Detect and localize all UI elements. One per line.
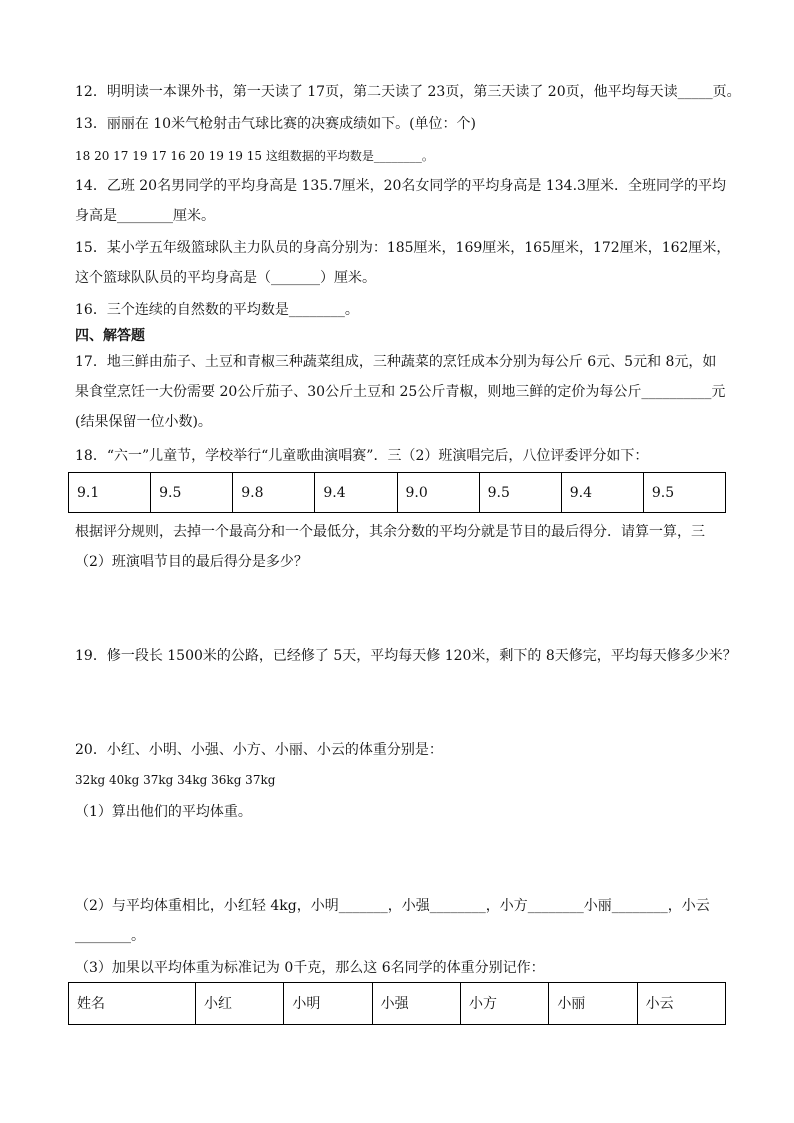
score-cell: 9.0	[397, 473, 479, 513]
section-heading: 四、解答题	[75, 328, 145, 344]
q17-line1: 17．地三鲜由茄子、土豆和青椒三种蔬菜组成，三种蔬菜的烹饪成本分别为每公斤 6元、5元和 8元，如	[75, 354, 717, 370]
q20-part2-line2: ________。	[75, 928, 145, 944]
q20-part1: （1）算出他们的平均体重。	[75, 804, 252, 820]
weight-header-row	[69, 983, 726, 1025]
weight-header-cell: 小丽	[549, 983, 637, 1025]
score-cell: 9.8	[233, 473, 315, 513]
score-cell: 9.5	[479, 473, 561, 513]
score-cell: 9.5	[643, 473, 725, 513]
q20-line1: 20．小红、小明、小强、小方、小丽、小云的体重分别是：	[75, 742, 443, 758]
weight-header-cell: 小云	[637, 983, 725, 1025]
weight-table	[68, 982, 726, 1025]
q20-part2-line1: （2）与平均体重相比，小红轻 4kg，小明_______，小强________，小方________小丽________，小云	[75, 898, 710, 914]
q14-line2: 身高是________厘米。	[75, 208, 215, 224]
q12: 12．明明读一本课外书，第一天读了 17页，第二天读了 23页，第三天读了 20页，他平均每天读_____页。	[75, 84, 741, 100]
q17-line2: 果食堂烹饪一大份需要 20公斤茄子、30公斤土豆和 25公斤青椒，则地三鲜的定价为每公斤__________元	[75, 384, 726, 400]
weight-header-cell: 小方	[460, 983, 548, 1025]
score-cell: 9.4	[561, 473, 643, 513]
score-cell: 9.4	[315, 473, 397, 513]
q14-line1: 14．乙班 20名男同学的平均身高是 135.7厘米，20名女同学的平均身高是 134.3厘米．全班同学的平均	[75, 178, 726, 194]
weight-header-cell: 小明	[284, 983, 372, 1025]
q20-part3: （3）加果以平均体重为标准记为 0千克，那么这 6名同学的体重分别记作：	[75, 960, 545, 976]
q15-line2: 这个篮球队队员的平均身高是（_______）厘米。	[75, 270, 376, 286]
score-row	[69, 473, 726, 513]
q18-line1: 18．“六一”儿童节，学校举行“儿童歌曲演唱赛”．三（2）班演唱完后，八位评委评分如下：	[75, 448, 649, 464]
q18-line3: （2）班演唱节目的最后得分是多少？	[75, 554, 308, 570]
q13-line1: 13．丽丽在 10米气枪射击气球比赛的决赛成绩如下。(单位：个)	[75, 116, 477, 132]
weight-header-cell: 小红	[196, 983, 284, 1025]
q19: 19．修一段长 1500米的公路，已经修了 5天，平均每天修 120米，剩下的 8天修完，平均每天修多少米？	[75, 648, 737, 664]
q15-line1: 15．某小学五年级篮球队主力队员的身高分别为：185厘米，169厘米，165厘米，172厘米，162厘米，	[75, 240, 731, 256]
weight-header-cell: 小强	[372, 983, 460, 1025]
weight-header-cell: 姓名	[69, 983, 196, 1025]
q18-line2: 根据评分规则，去掉一个最高分和一个最低分，其余分数的平均分就是节目的最后得分．请算一算，三	[75, 524, 705, 540]
q20-weights: 32kg 40kg 37kg 34kg 36kg 37kg	[75, 773, 276, 787]
score-table	[68, 472, 726, 513]
score-cell: 9.5	[151, 473, 233, 513]
q16: 16．三个连续的自然数的平均数是________。	[75, 302, 359, 318]
q17-line3: (结果保留一位小数)。	[75, 414, 212, 430]
score-cell: 9.1	[69, 473, 151, 513]
q13-line2: 18 20 17 19 17 16 20 19 19 15 这组数据的平均数是________。	[75, 149, 434, 163]
